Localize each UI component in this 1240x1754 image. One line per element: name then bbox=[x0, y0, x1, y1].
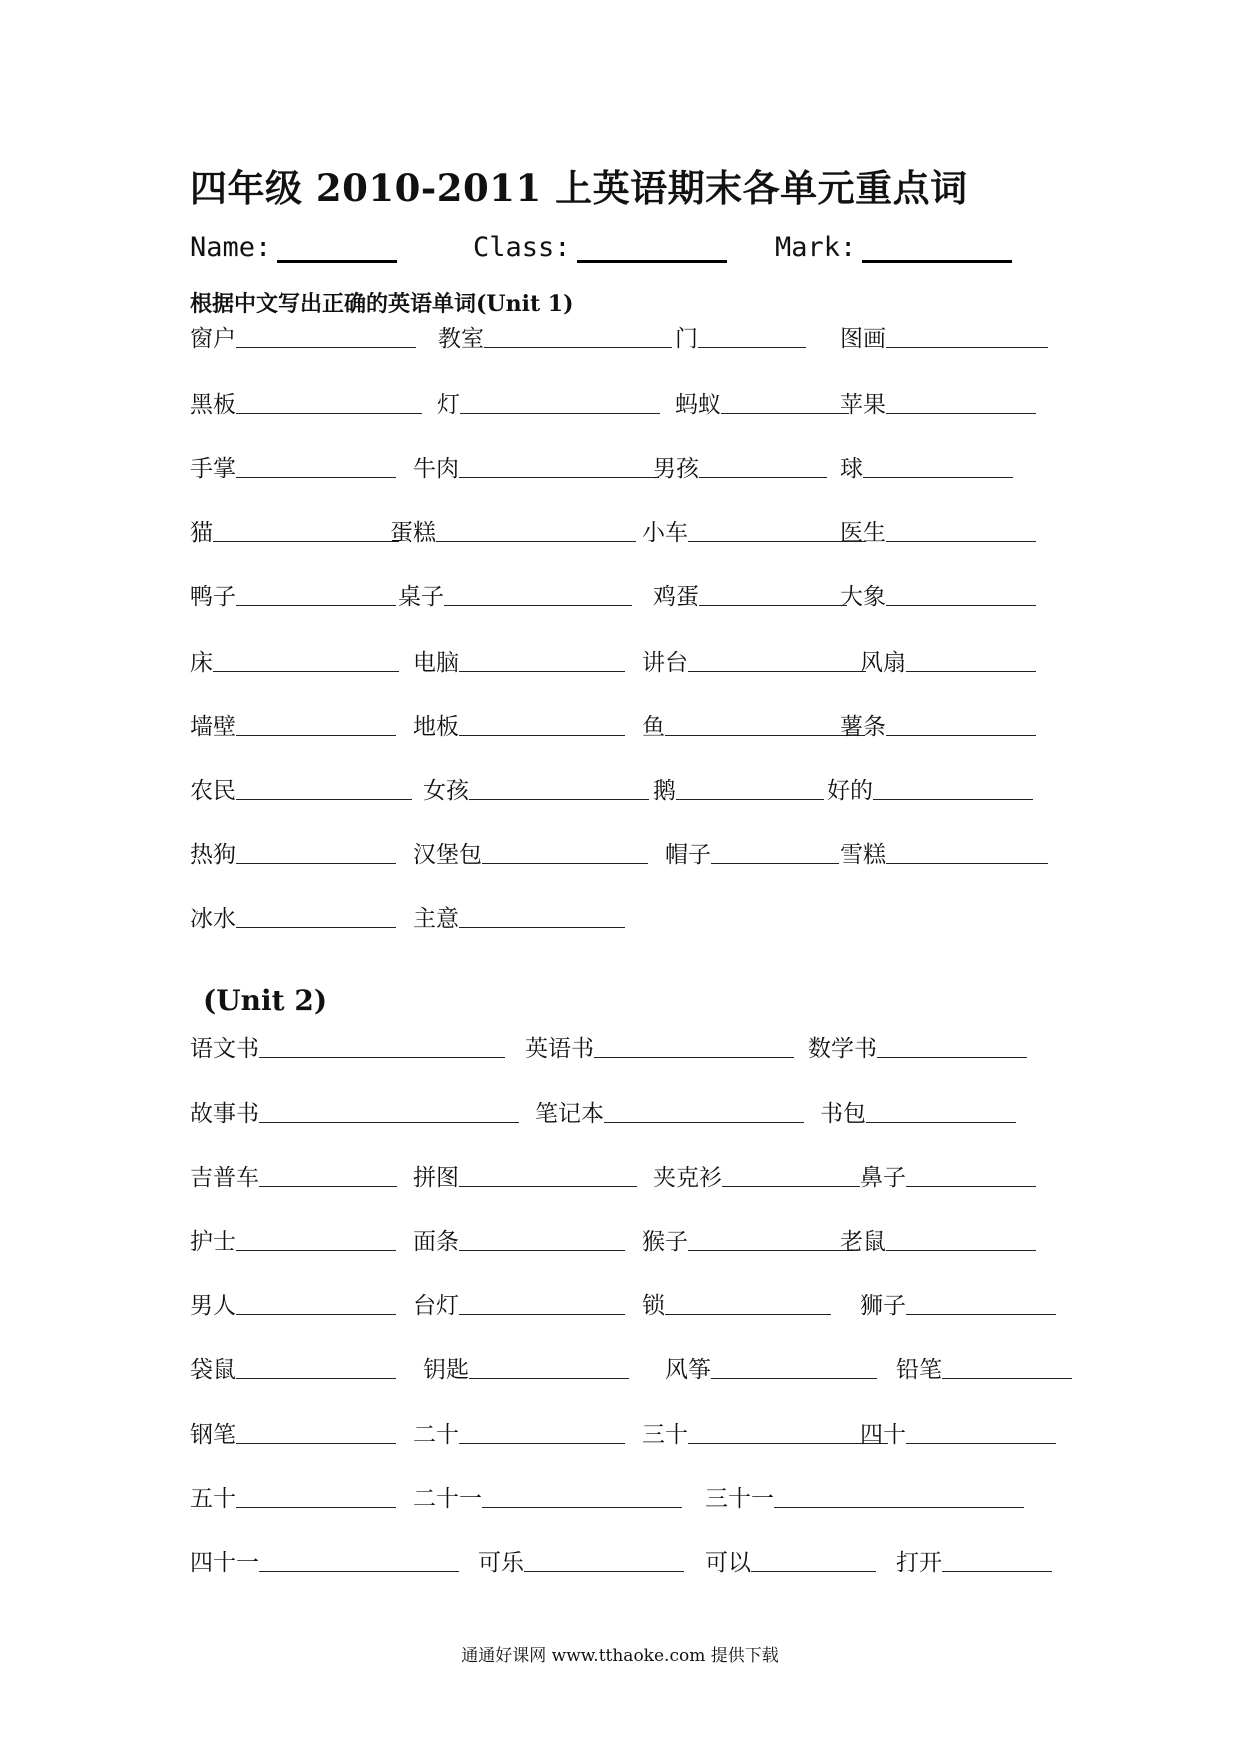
answer-blank[interactable] bbox=[906, 1186, 1036, 1187]
vocab-item bbox=[840, 1223, 1036, 1257]
answer-blank[interactable] bbox=[236, 347, 416, 348]
answer-blank[interactable] bbox=[886, 347, 1048, 348]
answer-blank[interactable] bbox=[236, 605, 396, 606]
vocab-item bbox=[860, 1159, 1036, 1193]
vocab-chinese-label: 好的 bbox=[827, 778, 873, 804]
vocab-item bbox=[413, 644, 625, 678]
answer-blank[interactable] bbox=[688, 671, 866, 672]
vocab-item bbox=[665, 836, 839, 870]
vocab-chinese-label: 英语书 bbox=[525, 1036, 594, 1062]
answer-blank[interactable] bbox=[886, 413, 1036, 414]
answer-blank[interactable] bbox=[459, 1314, 625, 1315]
answer-blank[interactable] bbox=[460, 413, 660, 414]
vocab-item bbox=[190, 836, 396, 870]
answer-blank[interactable] bbox=[236, 1378, 396, 1379]
vocab-chinese-label: 墙壁 bbox=[190, 714, 236, 740]
vocab-item bbox=[525, 1030, 794, 1064]
answer-blank[interactable] bbox=[459, 671, 625, 672]
vocab-item bbox=[190, 1223, 396, 1257]
vocab-item bbox=[840, 836, 1048, 870]
vocab-chinese-label: 笔记本 bbox=[535, 1101, 604, 1127]
vocab-item bbox=[840, 386, 1036, 420]
vocab-chinese-label: 猴子 bbox=[642, 1229, 688, 1255]
vocab-item bbox=[840, 450, 1013, 484]
unit2-row bbox=[190, 1287, 1070, 1321]
footer-credit: 通通好课网 www.tthaoke.com 提供下载 bbox=[461, 1646, 779, 1666]
vocab-item bbox=[675, 386, 849, 420]
vocab-item bbox=[705, 1544, 876, 1578]
vocab-item bbox=[840, 578, 1036, 612]
vocab-item bbox=[840, 320, 1048, 354]
answer-blank[interactable] bbox=[459, 1186, 637, 1187]
answer-blank[interactable] bbox=[886, 863, 1048, 864]
vocab-item bbox=[642, 644, 866, 678]
answer-blank[interactable] bbox=[711, 863, 839, 864]
vocab-item bbox=[642, 514, 866, 548]
answer-blank[interactable] bbox=[469, 799, 649, 800]
vocab-chinese-label: 黑板 bbox=[190, 392, 236, 418]
vocab-item bbox=[860, 644, 1036, 678]
answer-blank[interactable] bbox=[886, 1250, 1036, 1251]
vocab-chinese-label: 男孩 bbox=[653, 456, 699, 482]
answer-blank[interactable] bbox=[524, 1571, 684, 1572]
class-label: Class: bbox=[473, 232, 571, 263]
answer-blank[interactable] bbox=[906, 1314, 1056, 1315]
unit2-row bbox=[190, 1544, 1070, 1578]
answer-blank[interactable] bbox=[459, 477, 659, 478]
vocab-chinese-label: 蚂蚁 bbox=[675, 392, 721, 418]
vocab-item bbox=[413, 836, 648, 870]
unit1-row bbox=[190, 514, 1070, 548]
vocab-chinese-label: 讲台 bbox=[642, 650, 688, 676]
answer-blank[interactable] bbox=[721, 413, 849, 414]
vocab-chinese-label: 书包 bbox=[820, 1101, 866, 1127]
vocab-chinese-label: 可以 bbox=[705, 1550, 751, 1576]
answer-blank[interactable] bbox=[236, 413, 422, 414]
vocab-chinese-label: 薯条 bbox=[840, 714, 886, 740]
vocab-item bbox=[190, 1030, 505, 1064]
vocab-chinese-label: 故事书 bbox=[190, 1101, 259, 1127]
mark-label: Mark: bbox=[775, 232, 857, 263]
vocab-chinese-label: 五十 bbox=[190, 1486, 236, 1512]
answer-blank[interactable] bbox=[259, 1057, 505, 1058]
mark-blank[interactable] bbox=[862, 232, 1012, 263]
vocab-item bbox=[653, 450, 827, 484]
answer-blank[interactable] bbox=[866, 1122, 1016, 1123]
answer-blank[interactable] bbox=[459, 1443, 625, 1444]
answer-blank[interactable] bbox=[236, 1250, 396, 1251]
vocab-item bbox=[413, 1159, 637, 1193]
vocab-item bbox=[653, 578, 847, 612]
vocab-chinese-label: 门 bbox=[675, 326, 698, 352]
unit1-row bbox=[190, 708, 1070, 742]
vocab-chinese-label: 电脑 bbox=[413, 650, 459, 676]
vocab-item bbox=[808, 1030, 1027, 1064]
vocab-chinese-label: 桌子 bbox=[398, 584, 444, 610]
unit2-row bbox=[190, 1480, 1070, 1514]
vocab-chinese-label: 图画 bbox=[840, 326, 886, 352]
vocab-item bbox=[190, 1287, 396, 1321]
answer-blank[interactable] bbox=[886, 605, 1036, 606]
vocab-chinese-label: 球 bbox=[840, 456, 863, 482]
answer-blank[interactable] bbox=[484, 347, 672, 348]
answer-blank[interactable] bbox=[722, 1186, 860, 1187]
unit2-row bbox=[190, 1416, 1070, 1450]
vocab-item bbox=[535, 1095, 804, 1129]
unit1-row bbox=[190, 900, 1070, 934]
vocab-item bbox=[642, 1287, 831, 1321]
class-blank[interactable] bbox=[577, 232, 727, 263]
vocab-chinese-label: 冰水 bbox=[190, 906, 236, 932]
vocab-item bbox=[478, 1544, 684, 1578]
vocab-chinese-label: 手掌 bbox=[190, 456, 236, 482]
vocab-item bbox=[413, 1223, 625, 1257]
vocab-chinese-label: 三十 bbox=[642, 1422, 688, 1448]
vocab-item bbox=[665, 1351, 877, 1385]
vocab-chinese-label: 雪糕 bbox=[840, 842, 886, 868]
name-field[interactable] bbox=[190, 232, 397, 263]
vocab-chinese-label: 语文书 bbox=[190, 1036, 259, 1062]
vocab-chinese-label: 女孩 bbox=[423, 778, 469, 804]
vocab-item bbox=[190, 386, 422, 420]
vocab-item bbox=[675, 320, 806, 354]
vocab-chinese-label: 打开 bbox=[896, 1550, 942, 1576]
answer-blank[interactable] bbox=[459, 927, 625, 928]
answer-blank[interactable] bbox=[676, 799, 824, 800]
unit2-row bbox=[190, 1351, 1070, 1385]
answer-blank[interactable] bbox=[886, 735, 1036, 736]
vocab-chinese-label: 面条 bbox=[413, 1229, 459, 1255]
unit1-row bbox=[190, 836, 1070, 870]
vocab-item bbox=[413, 708, 625, 742]
vocab-chinese-label: 主意 bbox=[413, 906, 459, 932]
answer-blank[interactable] bbox=[459, 735, 625, 736]
answer-blank[interactable] bbox=[236, 1443, 396, 1444]
vocab-item bbox=[860, 1416, 1056, 1450]
vocab-chinese-label: 三十一 bbox=[705, 1486, 774, 1512]
vocab-item bbox=[840, 514, 1036, 548]
vocab-chinese-label: 鸡蛋 bbox=[653, 584, 699, 610]
vocab-chinese-label: 鱼 bbox=[642, 714, 665, 740]
vocab-item bbox=[840, 708, 1036, 742]
answer-blank[interactable] bbox=[906, 1443, 1056, 1444]
answer-blank[interactable] bbox=[886, 541, 1036, 542]
vocab-chinese-label: 帽子 bbox=[665, 842, 711, 868]
answer-blank[interactable] bbox=[259, 1122, 519, 1123]
answer-blank[interactable] bbox=[873, 799, 1033, 800]
vocab-item bbox=[423, 1351, 629, 1385]
vocab-chinese-label: 热狗 bbox=[190, 842, 236, 868]
vocab-chinese-label: 地板 bbox=[413, 714, 459, 740]
vocab-item bbox=[190, 1159, 397, 1193]
answer-blank[interactable] bbox=[594, 1057, 794, 1058]
unit2-row bbox=[190, 1223, 1070, 1257]
vocab-chinese-label: 老鼠 bbox=[840, 1229, 886, 1255]
vocab-item bbox=[642, 1223, 854, 1257]
answer-blank[interactable] bbox=[699, 605, 847, 606]
answer-blank[interactable] bbox=[236, 863, 396, 864]
vocab-chinese-label: 夹克衫 bbox=[653, 1165, 722, 1191]
vocab-chinese-label: 猫 bbox=[190, 520, 213, 546]
answer-blank[interactable] bbox=[863, 477, 1013, 478]
vocab-item bbox=[413, 1287, 625, 1321]
answer-blank[interactable] bbox=[604, 1122, 804, 1123]
vocab-chinese-label: 可乐 bbox=[478, 1550, 524, 1576]
answer-blank[interactable] bbox=[774, 1507, 1024, 1508]
vocab-chinese-label: 护士 bbox=[190, 1229, 236, 1255]
vocab-item bbox=[390, 514, 636, 548]
vocab-item bbox=[860, 1287, 1056, 1321]
vocab-chinese-label: 钥匙 bbox=[423, 1357, 469, 1383]
vocab-chinese-label: 教室 bbox=[438, 326, 484, 352]
vocab-chinese-label: 医生 bbox=[840, 520, 886, 546]
answer-blank[interactable] bbox=[688, 1250, 854, 1251]
answer-blank[interactable] bbox=[259, 1186, 397, 1187]
mark-field[interactable] bbox=[775, 232, 1012, 263]
vocab-item bbox=[413, 1480, 682, 1514]
vocab-item bbox=[642, 1416, 888, 1450]
answer-blank[interactable] bbox=[213, 671, 399, 672]
vocab-chinese-label: 鹅 bbox=[653, 778, 676, 804]
vocab-item bbox=[896, 1351, 1072, 1385]
vocab-item bbox=[190, 1480, 396, 1514]
answer-blank[interactable] bbox=[236, 477, 396, 478]
unit1-heading: 根据中文写出正确的英语单词(Unit 1) bbox=[190, 291, 574, 317]
vocab-item bbox=[190, 708, 396, 742]
answer-blank[interactable] bbox=[751, 1571, 876, 1572]
vocab-item bbox=[653, 1159, 860, 1193]
answer-blank[interactable] bbox=[482, 1507, 682, 1508]
vocab-chinese-label: 风扇 bbox=[860, 650, 906, 676]
vocab-chinese-label: 小车 bbox=[642, 520, 688, 546]
unit2-row bbox=[190, 1095, 1070, 1129]
name-blank[interactable] bbox=[277, 232, 397, 263]
answer-blank[interactable] bbox=[236, 799, 412, 800]
vocab-chinese-label: 数学书 bbox=[808, 1036, 877, 1062]
vocab-chinese-label: 二十一 bbox=[413, 1486, 482, 1512]
student-info-row bbox=[190, 232, 1090, 272]
answer-blank[interactable] bbox=[459, 1250, 625, 1251]
vocab-item bbox=[398, 578, 632, 612]
vocab-chinese-label: 拼图 bbox=[413, 1165, 459, 1191]
unit1-row bbox=[190, 320, 1070, 354]
answer-blank[interactable] bbox=[236, 927, 396, 928]
vocab-chinese-label: 蛋糕 bbox=[390, 520, 436, 546]
answer-blank[interactable] bbox=[665, 1314, 831, 1315]
answer-blank[interactable] bbox=[906, 671, 1036, 672]
answer-blank[interactable] bbox=[236, 1507, 396, 1508]
vocab-item bbox=[413, 450, 659, 484]
vocab-item bbox=[190, 450, 396, 484]
unit1-row bbox=[190, 386, 1070, 420]
vocab-item bbox=[642, 708, 865, 742]
answer-blank[interactable] bbox=[877, 1057, 1027, 1058]
vocab-chinese-label: 铅笔 bbox=[896, 1357, 942, 1383]
unit2-row bbox=[190, 1030, 1070, 1064]
vocab-chinese-label: 狮子 bbox=[860, 1293, 906, 1319]
vocab-chinese-label: 汉堡包 bbox=[413, 842, 482, 868]
vocab-chinese-label: 灯 bbox=[437, 392, 460, 418]
vocab-chinese-label: 苹果 bbox=[840, 392, 886, 418]
unit1-row bbox=[190, 578, 1070, 612]
answer-blank[interactable] bbox=[213, 541, 399, 542]
unit1-row bbox=[190, 772, 1070, 806]
vocab-chinese-label: 床 bbox=[190, 650, 213, 676]
answer-blank[interactable] bbox=[469, 1378, 629, 1379]
vocab-chinese-label: 大象 bbox=[840, 584, 886, 610]
answer-blank[interactable] bbox=[444, 605, 632, 606]
vocab-item bbox=[190, 514, 399, 548]
answer-blank[interactable] bbox=[259, 1571, 459, 1572]
answer-blank[interactable] bbox=[942, 1571, 1052, 1572]
vocab-chinese-label: 四十一 bbox=[190, 1550, 259, 1576]
answer-blank[interactable] bbox=[665, 735, 865, 736]
vocab-chinese-label: 农民 bbox=[190, 778, 236, 804]
vocab-chinese-label: 四十 bbox=[860, 1422, 906, 1448]
vocab-item bbox=[438, 320, 672, 354]
vocab-chinese-label: 锁 bbox=[642, 1293, 665, 1319]
answer-blank[interactable] bbox=[688, 1443, 888, 1444]
unit2-heading: (Unit 2) bbox=[203, 984, 328, 1017]
vocab-chinese-label: 袋鼠 bbox=[190, 1357, 236, 1383]
vocab-item bbox=[190, 900, 396, 934]
vocab-chinese-label: 窗户 bbox=[190, 326, 236, 352]
vocab-item bbox=[827, 772, 1033, 806]
vocab-item bbox=[190, 1351, 396, 1385]
vocab-chinese-label: 鸭子 bbox=[190, 584, 236, 610]
answer-blank[interactable] bbox=[699, 477, 827, 478]
vocab-item bbox=[653, 772, 824, 806]
vocab-item bbox=[896, 1544, 1052, 1578]
vocab-item bbox=[413, 1416, 625, 1450]
vocab-chinese-label: 钢笔 bbox=[190, 1422, 236, 1448]
unit2-row bbox=[190, 1159, 1070, 1193]
answer-blank[interactable] bbox=[942, 1378, 1072, 1379]
vocab-chinese-label: 风筝 bbox=[665, 1357, 711, 1383]
class-field[interactable] bbox=[473, 232, 727, 263]
page-title: 四年级 2010-2011 上英语期末各单元重点词 bbox=[190, 166, 968, 210]
name-label: Name: bbox=[190, 232, 272, 263]
vocab-chinese-label: 吉普车 bbox=[190, 1165, 259, 1191]
vocab-item bbox=[190, 644, 399, 678]
vocab-item bbox=[190, 1095, 519, 1129]
vocab-chinese-label: 鼻子 bbox=[860, 1165, 906, 1191]
answer-blank[interactable] bbox=[436, 541, 636, 542]
vocab-item bbox=[190, 1416, 396, 1450]
vocab-chinese-label: 台灯 bbox=[413, 1293, 459, 1319]
vocab-item bbox=[190, 320, 416, 354]
answer-blank[interactable] bbox=[482, 863, 648, 864]
answer-blank[interactable] bbox=[236, 735, 396, 736]
vocab-item bbox=[423, 772, 649, 806]
answer-blank[interactable] bbox=[698, 347, 806, 348]
answer-blank[interactable] bbox=[711, 1378, 877, 1379]
vocab-item bbox=[190, 1544, 459, 1578]
vocab-item bbox=[413, 900, 625, 934]
answer-blank[interactable] bbox=[236, 1314, 396, 1315]
unit1-row bbox=[190, 450, 1070, 484]
unit1-row bbox=[190, 644, 1070, 678]
vocab-item bbox=[437, 386, 660, 420]
vocab-chinese-label: 牛肉 bbox=[413, 456, 459, 482]
vocab-item bbox=[820, 1095, 1016, 1129]
vocab-chinese-label: 男人 bbox=[190, 1293, 236, 1319]
vocab-item bbox=[190, 772, 412, 806]
vocab-chinese-label: 二十 bbox=[413, 1422, 459, 1448]
vocab-item bbox=[190, 578, 396, 612]
vocab-item bbox=[705, 1480, 1024, 1514]
